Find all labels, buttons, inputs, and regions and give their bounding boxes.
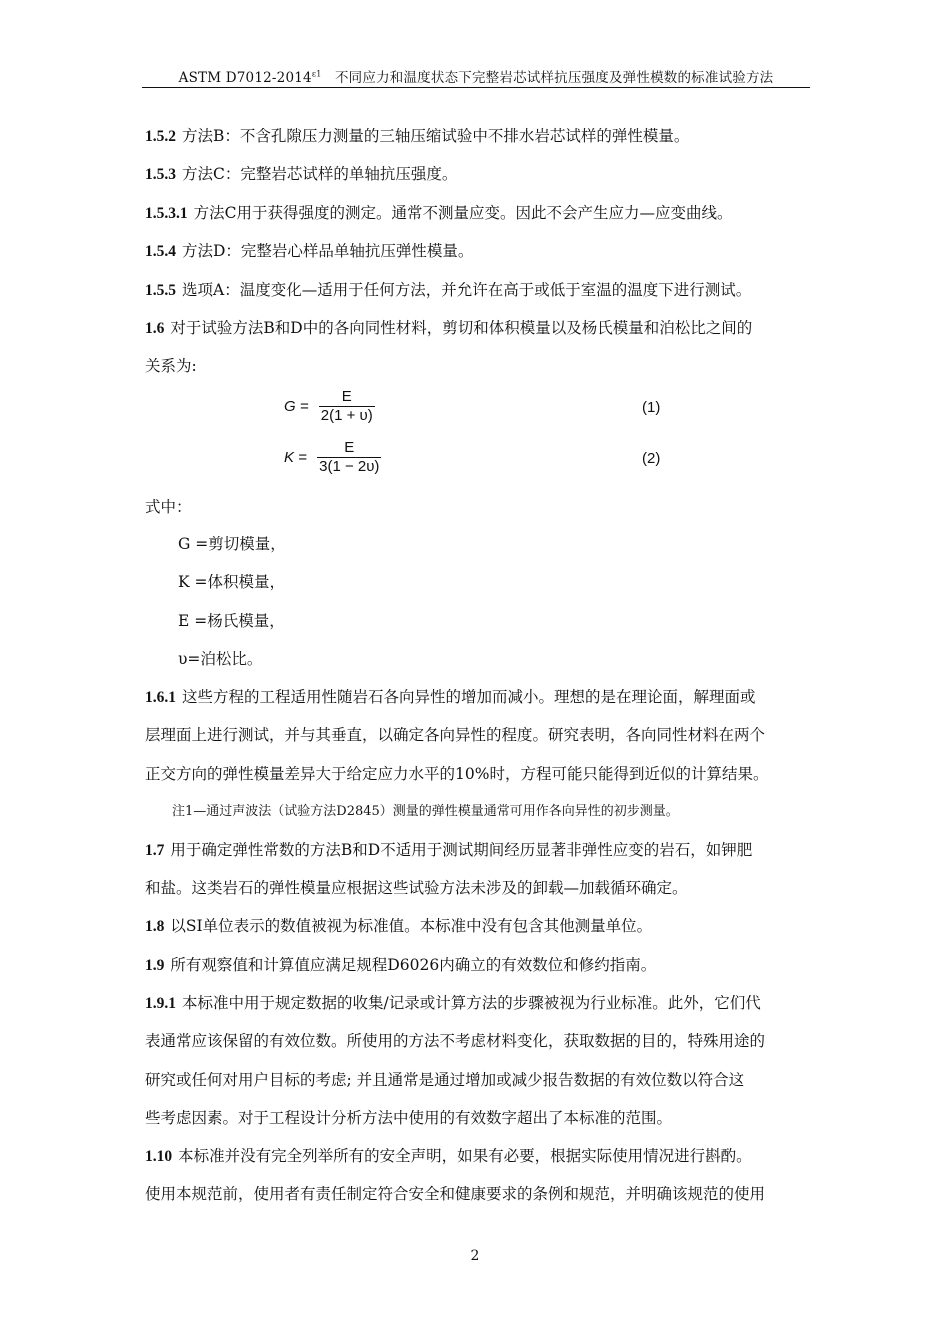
- header-rule: [142, 87, 810, 88]
- definition-e: E =杨氏模量，: [178, 612, 285, 630]
- section-text: 以SI单位表示的数值被视为标准值。本标准中没有包含其他测量单位。: [170, 917, 653, 935]
- section-1-5-4: [145, 239, 473, 261]
- definition-k: K =体积模量，: [178, 573, 285, 591]
- section-1-5-5: [145, 278, 751, 300]
- section-1-9-1-line4: 些考虑因素。对于工程设计分析方法中使用的有效数字超出了本标准的范围。: [145, 1109, 673, 1127]
- formula-numerator: E: [317, 439, 381, 458]
- formula-fraction: [319, 388, 375, 425]
- section-number: 1.9: [145, 957, 165, 974]
- definition-g: G =剪切模量，: [178, 535, 286, 553]
- section-number: 1.10: [145, 1148, 173, 1165]
- section-1-6-1-line2: 层理面上进行测试，并与其垂直，以确定各向异性的程度。研究表明，各向同性材料在两个: [145, 726, 766, 744]
- formula-denominator: 2(1 + υ): [320, 407, 373, 424]
- section-text: 方法B：不含孔隙压力测量的三轴压缩试验中不排水岩芯试样的弹性模量。: [182, 127, 690, 145]
- where-label: 式中：: [145, 498, 192, 516]
- section-1-7: [145, 838, 752, 860]
- section-text: 用于确定弹性常数的方法B和D不适用于测试期间经历显著非弹性应变的岩石，如钾肥: [170, 841, 753, 859]
- section-1-9-1-line2: 表通常应该保留的有效位数。所使用的方法不考虑材料变化，获取数据的目的，特殊用途的: [145, 1032, 766, 1050]
- section-1-6-continued: 关系为:: [145, 357, 197, 375]
- section-text: 本标准并没有完全列举所有的安全声明，如果有必要，根据实际使用情况进行斟酌。: [178, 1147, 752, 1165]
- formula-fraction: [317, 439, 381, 476]
- section-number: 1.5.3.1: [145, 205, 188, 222]
- definition-nu: υ=泊松比。: [178, 650, 263, 668]
- note-1: 注1—通过声波法（试验方法D2845）测量的弹性模量通常可用作各向异性的初步测量。: [172, 804, 679, 819]
- section-1-9-1: [145, 991, 761, 1013]
- equation-number: (1): [642, 399, 661, 416]
- section-number: 1.7: [145, 842, 165, 859]
- section-1-10: [145, 1144, 752, 1166]
- section-1-9-1-line3: 研究或任何对用户目标的考虑; 并且通常是通过增加或减少报告数据的有效位数以符合这: [145, 1071, 745, 1089]
- section-number: 1.6: [145, 320, 165, 337]
- section-number: 1.9.1: [145, 995, 176, 1012]
- section-number: 1.5.2: [145, 128, 176, 145]
- section-text: 对于试验方法B和D中的各向同性材料，剪切和体积模量以及杨氏模量和泊松比之间的: [170, 319, 753, 337]
- section-1-5-3: [145, 162, 457, 184]
- section-1-8: [145, 914, 652, 936]
- header-title: 不同应力和温度状态下完整岩芯试样抗压强度及弹性模数的标准试验方法: [334, 70, 774, 86]
- section-1-9: [145, 953, 656, 975]
- formula-numerator: E: [319, 388, 375, 407]
- equation-number: (2): [642, 450, 661, 467]
- running-header: [142, 66, 810, 86]
- header-standard: ASTM D7012-2014: [178, 70, 312, 86]
- section-number: 1.5.4: [145, 243, 176, 260]
- section-text: 这些方程的工程适用性随岩石各向异性的增加而减小。理想的是在理论面，解理面或: [182, 688, 756, 706]
- formula-lhs: G =: [284, 398, 309, 415]
- section-1-7-line2: 和盐。这类岩石的弹性模量应根据这些试验方法未涉及的卸载—加载循环确定。: [145, 879, 688, 897]
- section-text: 本标准中用于规定数据的收集/记录或计算方法的步骤被视为行业标准。此外，它们代: [182, 994, 761, 1012]
- section-1-5-2: [145, 124, 689, 146]
- formula-shear-modulus: [284, 388, 375, 425]
- section-number: 1.8: [145, 918, 165, 935]
- section-text: 方法C：完整岩芯试样的单轴抗压强度。: [182, 165, 458, 183]
- section-number: 1.5.3: [145, 166, 176, 183]
- formula-denominator: 3(1 − 2υ): [319, 458, 380, 475]
- formula-bulk-modulus: [284, 439, 381, 476]
- section-1-6-1: [145, 685, 756, 707]
- section-1-10-line2: 使用本规范前，使用者有责任制定符合安全和健康要求的条例和规范，并明确该规范的使用: [145, 1185, 766, 1203]
- section-text: 方法D：完整岩心样品单轴抗压弹性模量。: [182, 242, 474, 260]
- page-number: 2: [470, 1248, 480, 1264]
- section-number: 1.6.1: [145, 689, 176, 706]
- section-1-6: [145, 316, 752, 338]
- header-superscript: ε1: [311, 69, 322, 79]
- section-text: 所有观察值和计算值应满足规程D6026内确立的有效数位和修约指南。: [170, 956, 657, 974]
- section-1-5-3-1: [145, 201, 733, 223]
- section-text: 方法C用于获得强度的测定。通常不测量应变。因此不会产生应力—应变曲线。: [193, 204, 733, 222]
- section-text: 选项A：温度变化—适用于任何方法，并允许在高于或低于室温的温度下进行测试。: [182, 281, 752, 299]
- section-number: 1.5.5: [145, 282, 176, 299]
- section-1-6-1-line3: 正交方向的弹性模量差异大于给定应力水平的10%时，方程可能只能得到近似的计算结果。: [145, 765, 769, 783]
- formula-lhs: K =: [284, 449, 307, 466]
